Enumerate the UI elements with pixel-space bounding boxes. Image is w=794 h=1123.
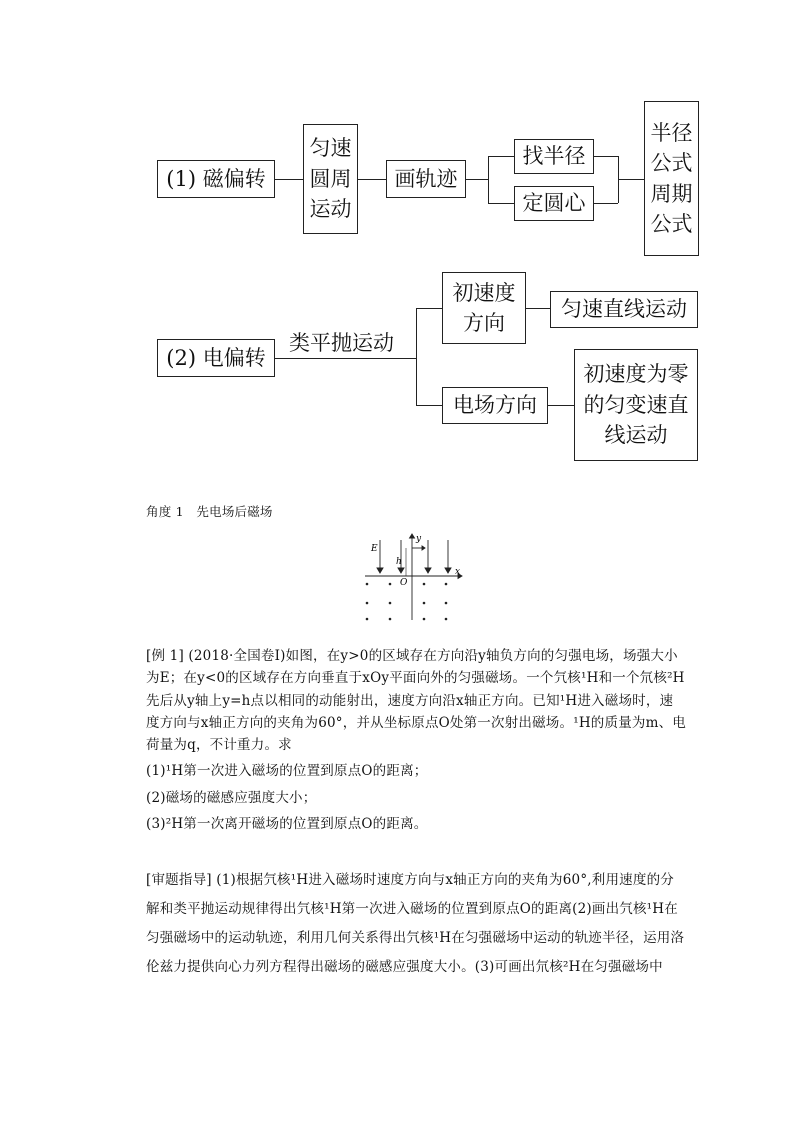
flow1-motion-box (303, 124, 358, 234)
flow1-start-label: (1) 磁偏转 (166, 166, 266, 191)
flow2-start-box (157, 339, 275, 377)
e-field-arrows (377, 540, 451, 573)
flow1-connector (618, 179, 644, 180)
flow2-branch-top-line2: 方向 (463, 311, 505, 335)
label-E: E (371, 544, 378, 554)
flow1-connector (358, 179, 386, 180)
flow1-branch-vertical (488, 156, 489, 203)
example-paragraph (146, 645, 686, 756)
flow1-draw-label: 画轨迹 (394, 166, 458, 191)
field-figure (360, 532, 470, 622)
flow1-branch-bottom-box (514, 186, 594, 221)
flow2-bottom-result-box (574, 349, 698, 461)
flow1-result-line2: 公式 (650, 151, 693, 176)
flow2-bottom-result-line2: 的匀变速直 (583, 392, 689, 417)
flow1-connector (275, 179, 303, 180)
flow2-top-result-box (550, 291, 698, 328)
flow2-bottom-result-line3: 线运动 (604, 423, 668, 448)
flow2-branch-vertical (416, 308, 417, 405)
flow1-result-line3: 周期 (650, 181, 693, 206)
question-1: (1)¹H第一次进入磁场的位置到原点O的距离； (146, 763, 428, 780)
flow1-merge-top (594, 156, 618, 157)
flow1-branch-top (488, 156, 514, 157)
example-body: (2018·全国卷Ⅰ)如图，在y>0的区域存在方向沿y轴负方向的匀强电场，场强大小为E；在y<0的区域存在方向垂直于xOy平面向外的匀强磁场。一个氕核¹H和一个氘核²H先后从y轴上y=h点以相同的动能射出，速度方向沿x轴正方向。已知¹H进入磁场时，速度方向与x轴正方向的夹角为60°，并从坐标原点O处第一次射出磁场。¹H的质量为m、电荷量为q，不计重力。求 (146, 648, 686, 754)
example-tag: [例 1] (146, 648, 184, 664)
flow2-bottom-connector (548, 405, 574, 406)
flow2-connector (275, 358, 416, 359)
flow1-motion-line2: 圆周 (309, 166, 352, 191)
flow2-bottom-result-line1: 初速度为零 (583, 362, 689, 387)
flow2-branch-top (416, 308, 442, 309)
flow2-connector-label: 类平抛运动 (289, 331, 394, 355)
flow1-start-box (157, 160, 275, 198)
flow2-top-result-label: 匀速直线运动 (561, 297, 687, 322)
flow2-branch-top-box (442, 272, 526, 344)
flow1-connector (466, 179, 488, 180)
label-h: h (396, 557, 402, 567)
section-heading: 角度 1 先电场后磁场 (146, 504, 273, 519)
label-x: x (455, 567, 461, 577)
flow1-merge-bottom (594, 203, 618, 204)
flow1-motion-line3: 运动 (309, 197, 352, 222)
flow2-branch-bottom (416, 405, 442, 406)
flow1-branch-top-box (514, 139, 594, 174)
flow2-branch-bottom-label: 电场方向 (453, 393, 537, 418)
flow1-result-line1: 半径 (650, 120, 693, 145)
flow1-result-box (644, 101, 699, 256)
flow1-branch-bottom (488, 203, 514, 204)
flow1-motion-line1: 匀速 (309, 136, 352, 161)
label-y: y (416, 534, 422, 544)
guide-body: (1)根据氕核¹H进入磁场时速度方向与x轴正方向的夹角为60°,利用速度的分解和类平抛运动规律得出氕核¹H第一次进入磁场的位置到原点O的距离(2)画出氕核¹H在匀强磁场中的运动轨迹，利用几何关系得出氕核¹H在匀强磁场中运动的轨迹半径，运用洛伦兹力提供向心力列方程得出磁场的磁感应强度大小。(3)可画出氘核²H在匀强磁场中 (146, 872, 685, 976)
question-3: (3)²H第一次离开磁场的位置到原点O的距离。 (146, 815, 428, 832)
flow1-branch-top-label: 找半径 (522, 144, 586, 169)
flow2-top-connector (526, 308, 550, 309)
flow2-branch-bottom-box (442, 387, 548, 424)
flow2-start-label: (2) 电偏转 (166, 345, 266, 370)
flow2-branch-top-line1: 初速度 (452, 280, 516, 305)
guide-block (146, 866, 686, 982)
example-block (146, 645, 686, 835)
axes (365, 534, 462, 620)
question-2: (2)磁场的磁感应强度大小； (146, 789, 317, 806)
flow1-draw-box (386, 160, 466, 198)
flow1-result-line4: 公式 (650, 211, 693, 236)
magnetic-field-dots (366, 583, 448, 621)
guide-tag: [审题指导] (146, 872, 212, 888)
label-O: O (400, 578, 408, 588)
guide-paragraph (146, 866, 686, 982)
flow1-branch-bottom-label: 定圆心 (522, 191, 586, 216)
